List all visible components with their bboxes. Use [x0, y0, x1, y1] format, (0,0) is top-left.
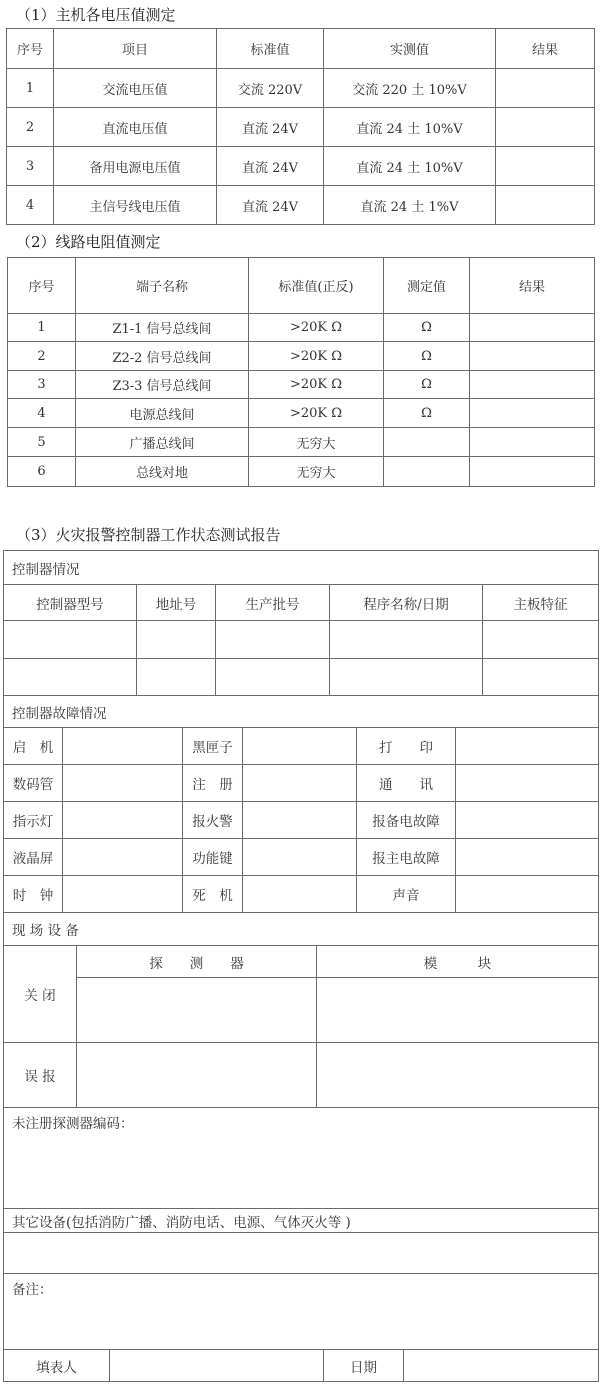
cell-no: 4	[8, 399, 76, 428]
input-cell[interactable]	[243, 802, 357, 839]
input-cell[interactable]	[243, 765, 357, 802]
input-cell[interactable]	[483, 659, 599, 696]
input-cell[interactable]	[456, 876, 599, 913]
controller-status-label: 控制器情况	[4, 551, 599, 585]
input-cell[interactable]	[243, 876, 357, 913]
fault-item-label: 报主电故障	[357, 839, 456, 876]
header-measured: 实测值	[324, 29, 496, 69]
field-equipment-label: 现 场 设 备	[4, 913, 599, 946]
cell-no: 5	[8, 428, 76, 457]
input-cell[interactable]	[456, 839, 599, 876]
table-row	[4, 659, 599, 696]
table-row	[8, 399, 595, 428]
cell-item: 交流电压值	[54, 69, 217, 108]
input-cell[interactable]	[330, 621, 483, 659]
cell-result[interactable]	[470, 371, 595, 399]
controller-status-table	[3, 550, 599, 696]
cell-terminal: 广播总线间	[76, 428, 249, 457]
fault-item-label: 死 机	[183, 876, 243, 913]
input-cell[interactable]	[216, 659, 330, 696]
false-alarm-detector-cell[interactable]	[77, 1043, 317, 1108]
table-header-row	[4, 585, 599, 621]
cell-standard: >20K Ω	[249, 342, 384, 371]
cell-standard: 无穷大	[249, 428, 384, 457]
cell-result[interactable]	[470, 399, 595, 428]
input-cell[interactable]	[63, 765, 183, 802]
input-cell[interactable]	[243, 728, 357, 765]
cell-standard: 无穷大	[249, 457, 384, 487]
other-equipment-field[interactable]	[4, 1233, 599, 1274]
cell-no: 1	[8, 314, 76, 342]
table-row	[7, 69, 595, 108]
cell-standard: >20K Ω	[249, 399, 384, 428]
cell-standard: 交流 220V	[217, 69, 324, 108]
fault-item-label: 声音	[357, 876, 456, 913]
cell-terminal: Z3-3 信号总线间	[76, 371, 249, 399]
cell-terminal: 总线对地	[76, 457, 249, 487]
input-cell[interactable]	[4, 621, 137, 659]
table-row	[8, 457, 595, 487]
module-header: 模 块	[317, 946, 599, 978]
date-field[interactable]	[404, 1350, 599, 1382]
cell-item: 直流电压值	[54, 108, 217, 147]
cell-no: 3	[7, 147, 54, 186]
filled-by-field[interactable]	[110, 1350, 324, 1382]
table-header-row	[7, 29, 595, 69]
table-row	[7, 186, 595, 225]
table-row	[4, 621, 599, 659]
table-row	[4, 802, 599, 839]
cell-measured: 直流 24 土 10%V	[324, 108, 496, 147]
fault-item-label: 指示灯	[4, 802, 63, 839]
cell-result[interactable]	[470, 428, 595, 457]
cell-result[interactable]	[496, 186, 595, 225]
header-no: 序号	[8, 258, 76, 314]
cell-item: 备用电源电压值	[54, 147, 217, 186]
cell-standard: >20K Ω	[249, 314, 384, 342]
table-row	[4, 728, 599, 765]
cell-result[interactable]	[470, 457, 595, 487]
closed-module-cell[interactable]	[317, 978, 599, 1043]
fault-label: 控制器故障情况	[4, 696, 599, 728]
input-cell[interactable]	[456, 728, 599, 765]
input-cell[interactable]	[483, 621, 599, 659]
cell-item: 主信号线电压值	[54, 186, 217, 225]
cell-measured[interactable]	[384, 428, 470, 457]
section2-title: （2）线路电阻值测定	[16, 233, 161, 251]
cell-measured[interactable]: Ω	[384, 342, 470, 371]
input-cell[interactable]	[137, 659, 216, 696]
notes-table	[3, 1107, 599, 1382]
table-header-row	[8, 258, 595, 314]
table-row	[8, 428, 595, 457]
table-row	[7, 147, 595, 186]
filled-by-label: 填表人	[4, 1350, 110, 1382]
closed-detector-cell[interactable]	[77, 978, 317, 1043]
fault-item-label: 启 机	[4, 728, 63, 765]
fault-item-label: 液晶屏	[4, 839, 63, 876]
fault-item-label: 数码管	[4, 765, 63, 802]
cell-measured: 直流 24 土 1%V	[324, 186, 496, 225]
voltage-table	[6, 28, 595, 225]
fault-item-label: 注 册	[183, 765, 243, 802]
header-standard: 标准值(正反)	[249, 258, 384, 314]
header-terminal: 端子名称	[76, 258, 249, 314]
table-row	[8, 371, 595, 399]
fault-item-label: 功能键	[183, 839, 243, 876]
table-row	[8, 342, 595, 371]
other-equipment-label: 其它设备(包括消防广播、消防电话、电源、气体灭火等 )	[4, 1209, 599, 1233]
cell-terminal: 电源总线间	[76, 399, 249, 428]
date-label: 日期	[324, 1350, 404, 1382]
cell-no: 2	[8, 342, 76, 371]
cell-no: 2	[7, 108, 54, 147]
table-row	[7, 108, 595, 147]
false-alarm-module-cell[interactable]	[317, 1043, 599, 1108]
input-cell[interactable]	[63, 839, 183, 876]
header-measured: 测定值	[384, 258, 470, 314]
cell-no: 4	[7, 186, 54, 225]
input-cell[interactable]	[330, 659, 483, 696]
cell-standard: 直流 24V	[217, 186, 324, 225]
resistance-table	[7, 257, 595, 487]
cell-no: 6	[8, 457, 76, 487]
header-address: 地址号	[137, 585, 216, 621]
unregistered-detector-field[interactable]: 未注册探测器编码：	[4, 1108, 599, 1209]
fault-item-label: 通 讯	[357, 765, 456, 802]
cell-no: 3	[8, 371, 76, 399]
fault-item-label: 报火警	[183, 802, 243, 839]
header-batch: 生产批号	[216, 585, 330, 621]
header-result: 结果	[496, 29, 595, 69]
table-row	[4, 876, 599, 913]
input-cell[interactable]	[456, 765, 599, 802]
header-standard: 标准值	[217, 29, 324, 69]
cell-measured[interactable]: Ω	[384, 314, 470, 342]
cell-result[interactable]	[496, 147, 595, 186]
cell-measured[interactable]: Ω	[384, 371, 470, 399]
cell-measured[interactable]	[384, 457, 470, 487]
detector-header: 探 测 器	[77, 946, 317, 978]
input-cell[interactable]	[456, 802, 599, 839]
cell-result[interactable]	[496, 108, 595, 147]
input-cell[interactable]	[63, 876, 183, 913]
cell-result[interactable]	[470, 342, 595, 371]
field-equipment-table	[3, 912, 599, 1108]
cell-measured: 交流 220 土 10%V	[324, 69, 496, 108]
fault-item-label: 黑匣子	[183, 728, 243, 765]
false-alarm-label: 误 报	[4, 1043, 77, 1108]
input-cell[interactable]	[137, 621, 216, 659]
closed-label: 关 闭	[4, 946, 77, 1043]
header-item: 项目	[54, 29, 217, 69]
header-program-date: 程序名称/日期	[330, 585, 483, 621]
fault-status-table	[3, 695, 599, 913]
cell-standard: 直流 24V	[217, 147, 324, 186]
header-no: 序号	[7, 29, 54, 69]
header-mainboard: 主板特征	[483, 585, 599, 621]
table-row	[4, 765, 599, 802]
table-row	[4, 839, 599, 876]
input-cell[interactable]	[4, 659, 137, 696]
input-cell[interactable]	[63, 728, 183, 765]
cell-standard: 直流 24V	[217, 108, 324, 147]
header-model: 控制器型号	[4, 585, 137, 621]
section3-title: （3）火灾报警控制器工作状态测试报告	[16, 526, 281, 544]
fault-item-label: 报备电故障	[357, 802, 456, 839]
input-cell[interactable]	[63, 802, 183, 839]
table-row	[8, 314, 595, 342]
fault-item-label: 打 印	[357, 728, 456, 765]
cell-result[interactable]	[496, 69, 595, 108]
cell-standard: >20K Ω	[249, 371, 384, 399]
cell-measured[interactable]: Ω	[384, 399, 470, 428]
cell-terminal: Z1-1 信号总线间	[76, 314, 249, 342]
remarks-field[interactable]: 备注：	[4, 1274, 599, 1350]
cell-no: 1	[7, 69, 54, 108]
section1-title: （1）主机各电压值测定	[16, 6, 176, 24]
input-cell[interactable]	[243, 839, 357, 876]
header-result: 结果	[470, 258, 595, 314]
input-cell[interactable]	[216, 621, 330, 659]
cell-result[interactable]	[470, 314, 595, 342]
fault-item-label: 时 钟	[4, 876, 63, 913]
cell-measured: 直流 24 土 10%V	[324, 147, 496, 186]
cell-terminal: Z2-2 信号总线间	[76, 342, 249, 371]
